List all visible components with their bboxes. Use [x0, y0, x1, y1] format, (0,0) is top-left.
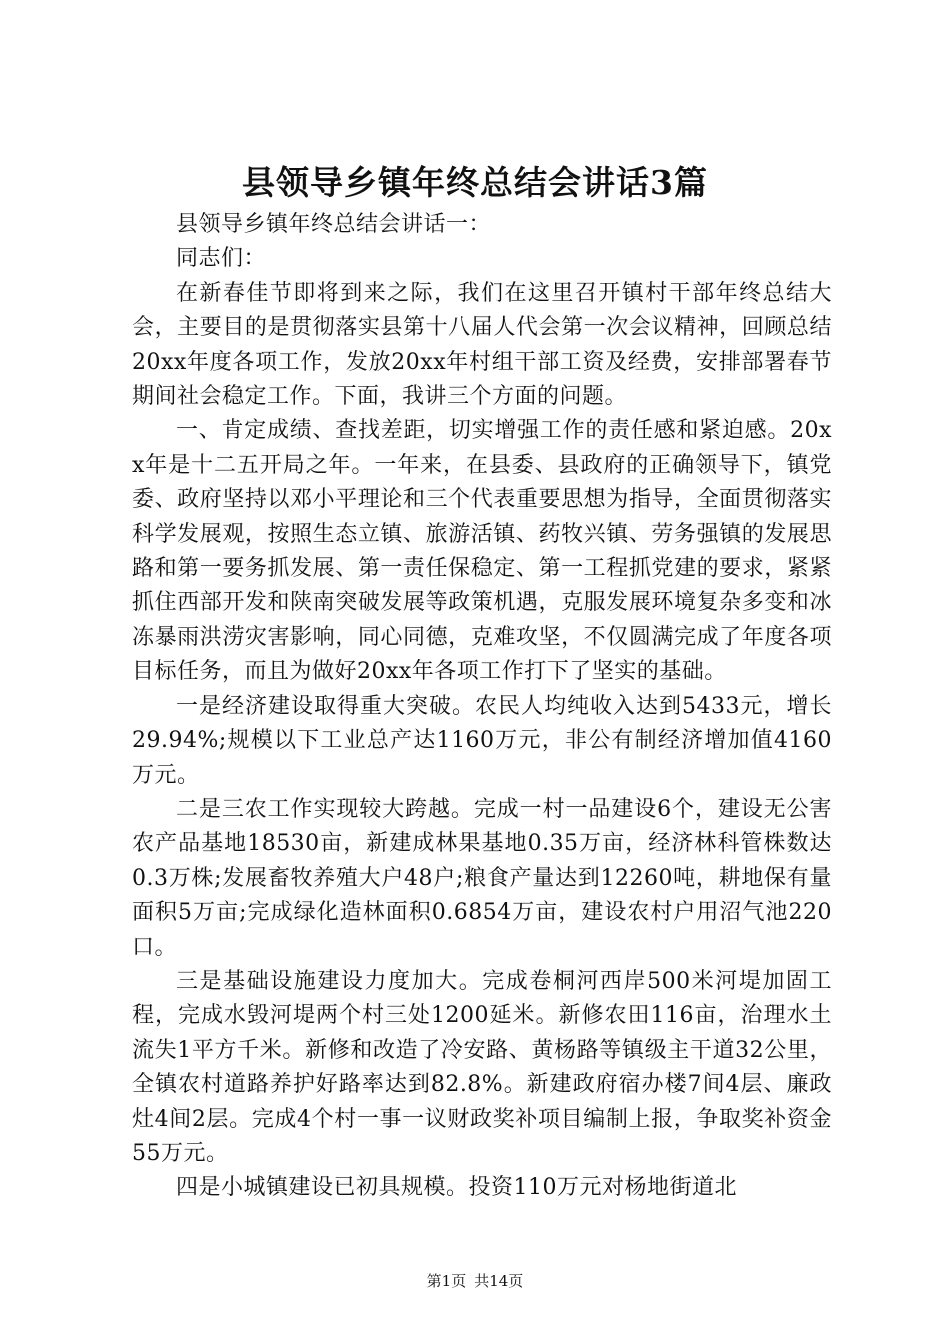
paragraph-section-one: 一、肯定成绩、查找差距，切实增强工作的责任感和紧迫感。20xx年是十二五开局之年。一年来，在县委、县政府的正确领导下，镇党委、政府坚持以邓小平理论和三个代表重要思想为指导，全面贯彻落实科学发展观，按照生态立镇、旅游活镇、药牧兴镇、劳务强镇的发展思路和第一要务抓发展、第一责任保稳定、第一工程抓党建的要求，紧紧抓住西部开发和陕南突破发展等政策机遇，克服发展环境复杂多变和冰冻暴雨洪涝灾害影响，同心同德，克难攻坚，不仅圆满完成了年度各项目标任务，而且为做好20xx年各项工作打下了坚实的基础。 — [132, 418, 832, 685]
page-footer — [0, 1270, 950, 1292]
paragraph-economy: 一是经济建设取得重大突破。农民人均纯收入达到5433元，增长29.94%;规模以下工业总产达1160万元，非公有制经济增加值4160万元。 — [132, 693, 832, 788]
document-body — [132, 208, 832, 1206]
paragraph-speech-heading: 县领导乡镇年终总结会讲话一： — [176, 212, 492, 237]
paragraph-introduction: 在新春佳节即将到来之际，我们在这里召开镇村干部年终总结大会，主要目的是贯彻落实县第十八届人代会第一次会议精神，回顾总结20xx年度各项工作，发放20xx年村组干部工资及经费，安排部署春节期间社会稳定工作。下面，我讲三个方面的问题。 — [132, 280, 832, 410]
paragraph-infrastructure: 三是基础设施建设力度加大。完成卷桐河西岸500米河堤加固工程，完成水毁河堤两个村三处1200延米。新修农田116亩，治理水土流失1平方千米。新修和改造了冷安路、黄杨路等镇级主干道32公里，全镇农村道路养护好路率达到82.8%。新建政府宿办楼7间4层、廉政灶4间2层。完成4个村一事一议财政奖补项目编制上报，争取奖补资金55万元。 — [132, 968, 832, 1166]
paragraph-agriculture: 二是三农工作实现较大跨越。完成一村一品建设6个，建设无公害农产品基地18530亩，新建成林果基地0.35万亩，经济林科管株数达0.3万株;发展畜牧养殖大户48户;粮食产量达到12260吨，耕地保有量面积5万亩;完成绿化造林面积0.6854万亩，建设农村户用沼气池220口。 — [132, 796, 832, 960]
paragraph-salutation: 同志们： — [176, 246, 267, 272]
paragraph-town-construction: 四是小城镇建设已初具规模。投资110万元对杨地街道北 — [176, 1175, 737, 1201]
page-total: 共14页 — [474, 1272, 524, 1290]
page-number: 第1页 — [426, 1272, 467, 1290]
document-title: 县领导乡镇年终总结会讲话3篇 — [242, 163, 708, 202]
